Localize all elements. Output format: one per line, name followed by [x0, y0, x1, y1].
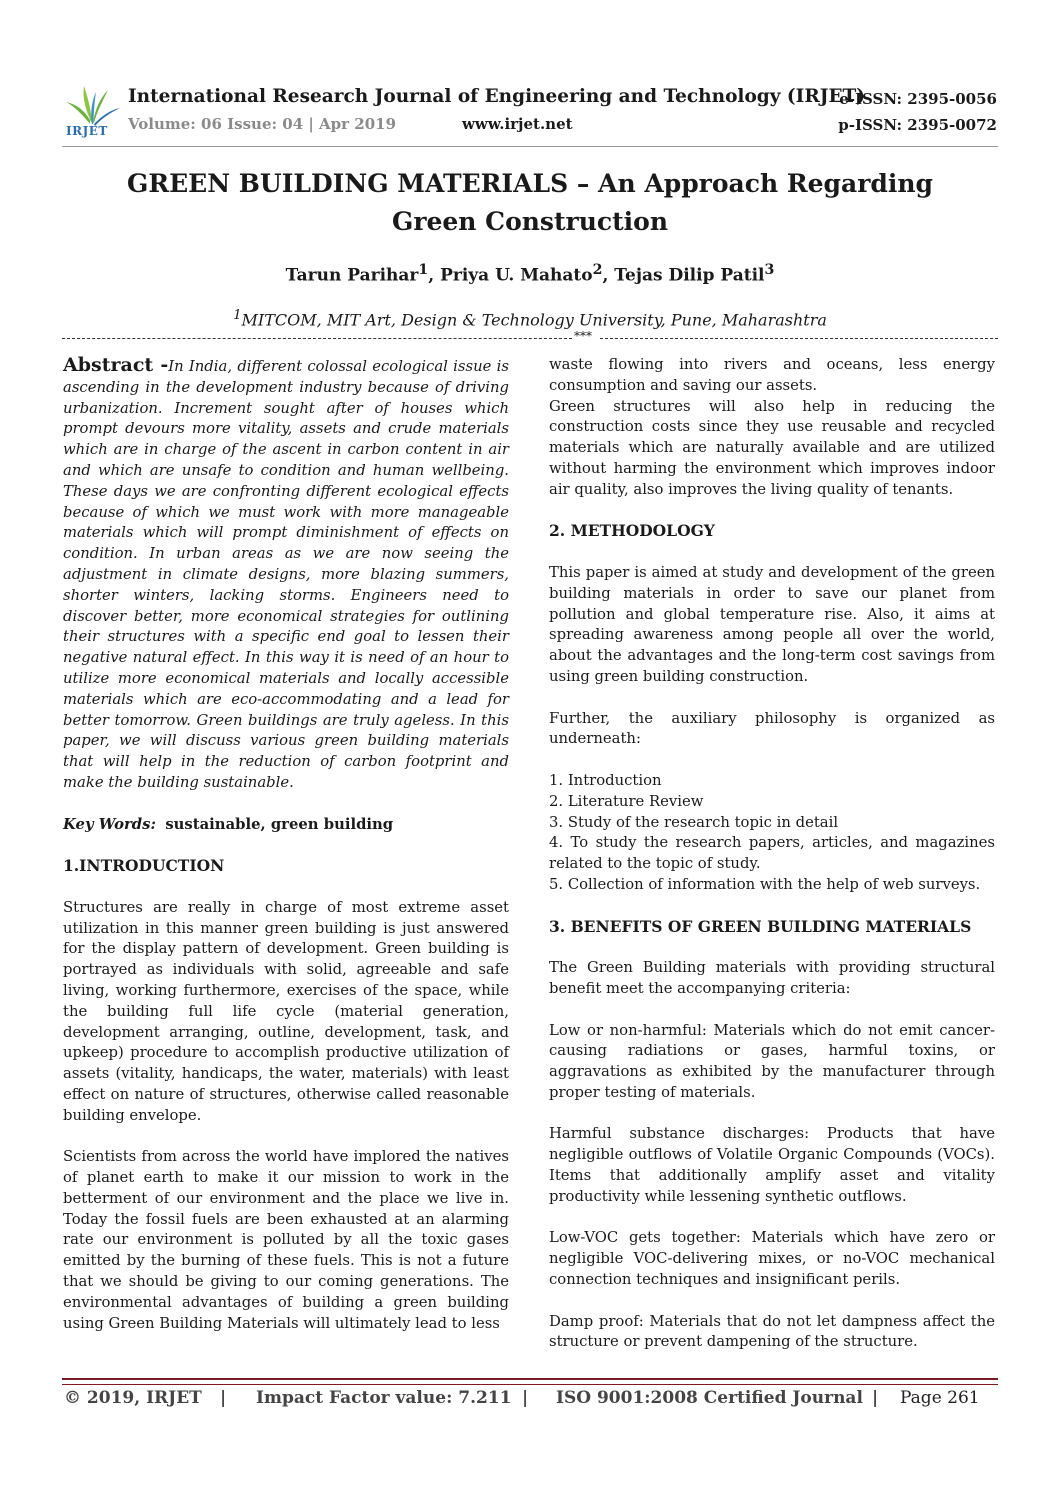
logo-text: IRJET [66, 124, 108, 138]
e-issn: e-ISSN: 2395-0056 [839, 90, 997, 108]
author-sup: 1 [418, 262, 429, 278]
keywords-label: Key Words [63, 815, 151, 833]
abstract-text: In India, different colossal ecological issue is ascending in the development industry because of driving urbanization. Increment sought after of houses which prompt devours more vitality, assets and crude materials which are in charge of the ascent in carbon content in air and which are unsafe to condition and human wellbeing. These days we are confronting different ecological effects because of which we must work with more manageable materials which will prompt diminishment of effects on condition. In urban areas as we are now seeing the adjustment in climate designs, more blazing summers, shorter winters, lacking storms. Engineers need to discover better, more economical strategies for outlining their structures with a specific end goal to lessen their negative natural effect. In this way it is need of an hour to utilize more economical materials and locally accessible materials which are eco-accommodating and a lead for better tomorrow. Green buildings are truly ageless. In this paper, we will discuss various green building materials that will help in the reduction of carbon footprint and make the building sustainable. [63, 358, 510, 791]
affiliation-text: MITCOM, MIT Art, Design & Technology University, Pune, Maharashtra [241, 310, 827, 330]
journal-name: International Research Journal of Engineering and Technology (IRJET) [128, 86, 866, 107]
p-issn: p-ISSN: 2395-0072 [838, 116, 997, 134]
footer-copyright: © 2019, IRJET [64, 1388, 202, 1408]
footer-divider: | [220, 1388, 227, 1408]
footer-divider: | [872, 1388, 879, 1408]
author-name: Priya U. Mahato [440, 265, 593, 286]
list-item: 3. Study of the research topic in detail [549, 813, 839, 831]
separator-dash-left [62, 338, 572, 339]
affiliation [90, 308, 970, 329]
footer-rule [62, 1378, 998, 1385]
list-item: 5. Collection of information with the help of web surveys. [549, 875, 981, 893]
journal-website[interactable]: www.irjet.net [462, 115, 573, 133]
keywords-line: Key Words: sustainable, green building [63, 815, 394, 833]
abstract-paragraph [63, 355, 509, 794]
list-item: 1. Introduction [549, 771, 662, 789]
footer-impact-factor: Impact Factor value: 7.211 [256, 1388, 512, 1408]
section-heading-introduction: 1.INTRODUCTION [63, 856, 225, 876]
affiliation-sup: 1 [233, 308, 242, 323]
separator-stars: *** [574, 331, 592, 343]
list-item: 4. To study the research papers, articles, and magazines related to the topic of study. [549, 834, 995, 873]
author-sup: 2 [592, 262, 603, 278]
footer-divider: | [522, 1388, 529, 1408]
left-column [63, 355, 509, 1334]
volume-issue: Volume: 06 Issue: 04 | Apr 2019 [128, 115, 397, 133]
benefits-paragraph-2: Low or non-harmful: Materials which do not emit cancer-causing radiations or gases, harmful toxins, or aggravations as exhibited by the manufacturer through proper testing of materials. [549, 1021, 995, 1101]
benefits-paragraph-5: Damp proof: Materials that do not let dampness affect the structure or prevent dampening of the structure. [549, 1312, 995, 1351]
footer-page-number: Page 261 [900, 1388, 980, 1408]
author-list: Tarun Parihar$^1$, Priya U. Mahato$^2$, Tejas Dilip Patil$^3$ [285, 262, 775, 286]
benefits-paragraph-1: The Green Building materials with providing structural benefit meet the accompanying criteria: [549, 959, 995, 997]
benefits-paragraph-4: Low-VOC gets together: Materials which have zero or negligible VOC-delivering mixes, or no-VOC mechanical connection techniques and insignificant perils. [549, 1229, 995, 1289]
intro-paragraph-2-continued: waste flowing into rivers and oceans, less energy consumption and saving our assets. [549, 356, 995, 394]
separator-dash-right [600, 338, 998, 339]
keywords-value: sustainable, green building [165, 815, 394, 833]
methodology-paragraph-2: Further, the auxiliary philosophy is organized as underneath: [549, 709, 995, 748]
journal-logo [62, 80, 122, 140]
section-heading-benefits: 3. BENEFITS OF GREEN BUILDING MATERIALS [549, 916, 972, 936]
section-separator [62, 331, 998, 345]
abstract-label: Abstract - [63, 354, 169, 376]
footer-iso: ISO 9001:2008 Certified Journal [556, 1388, 863, 1408]
author-name: Tarun Parihar [285, 265, 419, 286]
intro-paragraph-3: Green structures will also help in reducing the construction costs since they use reusable and recycled materials which are naturally available and are utilized without harming the environment which improves indoor air quality, also improves the living quality of tenants. [549, 397, 995, 498]
intro-paragraph-1: Structures are really in charge of most extreme asset utilization in this manner green building is just answered for the display pattern of development. Green building is portrayed as individuals with solid, agreeable and safe living, working furthermore, exercises of the space, while the building full life cycle (material generation, development arranging, outline, development, task, and upkeep) procedure to accomplish productive utilization of assets (vitality, handicaps, the water, materials) with least effect on nature of structures, otherwise called reasonable building envelope. [63, 898, 509, 1124]
header-rule [62, 146, 998, 147]
benefits-paragraph-3: Harmful substance discharges: Products that have negligible outflows of Volatile Organic Compounds (VOCs). Items that additionally amplify asset and vitality productivity while lessening synthetic outflows. [549, 1125, 995, 1205]
paper-title: GREEN BUILDING MATERIALS – An Approach Regarding Green Construction [127, 169, 933, 236]
page-footer [62, 1386, 998, 1414]
section-heading-methodology: 2. METHODOLOGY [549, 521, 715, 541]
author-name: Tejas Dilip Patil [614, 265, 765, 286]
methodology-paragraph-1: This paper is aimed at study and development of the green building materials in order to save our planet from pollution and global temperature rise. Also, it aims at spreading awareness among people all over the world, about the advantages and the long-term cost savings from using green building construction. [549, 563, 995, 685]
methodology-list [549, 771, 995, 896]
list-item: 2. Literature Review [549, 792, 704, 810]
intro-paragraph-2: Scientists from across the world have implored the natives of planet earth to make it our mission to work in the betterment of our environment and the place we live in. Today the fossil fuels are been exhausted at an alarming rate our environment is polluted by all the toxic gases emitted by the burning of these fuels. This is not a future that we should be giving to our coming generations. The environmental advantages of building a green building using Green Building Materials will ultimately lead to less [63, 1148, 509, 1332]
author-sup: 3 [764, 262, 775, 278]
right-column [549, 355, 995, 1353]
